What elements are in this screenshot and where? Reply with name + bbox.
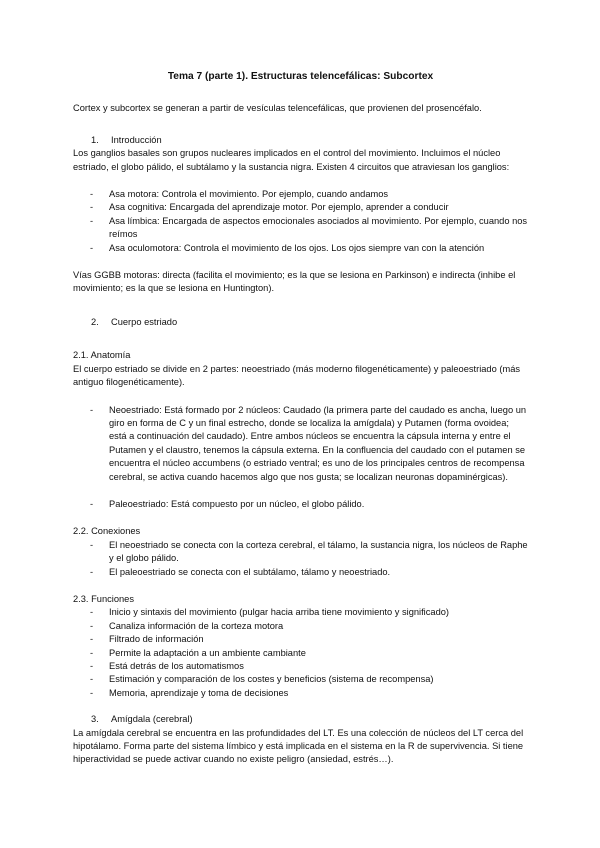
subsection-2-1-heading: 2.1. Anatomía xyxy=(73,350,131,361)
list-item: - Está detrás de los automatismos xyxy=(73,660,528,673)
section-3-title: Amígdala (cerebral) xyxy=(111,714,193,725)
section-3-number: 3. xyxy=(91,714,99,725)
subsection-2-3-heading: 2.3. Funciones xyxy=(73,593,134,604)
circuits-list xyxy=(73,188,528,255)
list-item: - Asa oculomotora: Controla el movimiento de los ojos. Los ojos siempre van con la atención xyxy=(73,242,528,255)
list-item: - Canaliza información de la corteza motora xyxy=(73,620,528,633)
section-1-text: Los ganglios basales son grupos nucleares implicados en el control del movimiento. Incluimos el núcleo estriado, el globo pálido, el subtálamo y la sustancia nigra. Existen 4 circuitos que atraviesan los ganglios: xyxy=(73,148,510,172)
section-2-number: 2. xyxy=(91,316,99,327)
section-3-heading xyxy=(91,713,528,726)
list-item: - Asa motora: Controla el movimiento. Por ejemplo, cuando andamos xyxy=(73,188,528,201)
subsection-2-1-text: El cuerpo estriado se divide en 2 partes: neoestriado (más moderno filogenéticamente) y paleoestriado (más antiguo filogenéticamente). xyxy=(73,363,521,388)
list-item: - Memoria, aprendizaje y toma de decisiones xyxy=(73,687,528,700)
list-item: - El neoestriado se conecta con la corteza cerebral, el tálamo, la sustancia nigra, los núcleos de Raphe y el globo pálido. xyxy=(73,539,528,566)
list-item: - Estimación y comparación de los costes y beneficios (sistema de recompensa) xyxy=(73,673,528,686)
anatomy-list-2 xyxy=(73,498,528,511)
section-1-number: 1. xyxy=(91,134,99,145)
list-item: - Permite la adaptación a un ambiente cambiante xyxy=(73,647,528,660)
section-2-heading xyxy=(91,316,528,329)
list-item: - Paleoestriado: Está compuesto por un núcleo, el globo pálido. xyxy=(73,498,528,511)
document-title: Tema 7 (parte 1). Estructuras telencefálicas: Subcortex xyxy=(167,71,434,82)
vias-paragraph: Vías GGBB motoras: directa (facilita el movimiento; es la que se lesiona en Parkinson) e indirecta (inhibe el movimiento; es la que se lesiona en Huntington). xyxy=(73,270,516,294)
section-1-heading xyxy=(91,134,528,147)
list-item: - Asa límbica: Encargada de aspectos emocionales asociados al movimiento. Por ejemplo, cuando nos reímos xyxy=(73,215,528,242)
section-3-text: La amígdala cerebral se encuentra en las profundidades del LT. Es una colección de núcleos del LT cerca del hipotálamo. Forma parte del sistema límbico y está implicada en el sistema en la R de supervivencia. Si tiene hiperactividad se puede activar cuando no existe peligro (ansiedad, estrés…). xyxy=(73,727,524,765)
list-item: - Filtrado de información xyxy=(73,633,528,646)
section-1-title: Introducción xyxy=(111,134,162,145)
list-item: - Inicio y sintaxis del movimiento (pulgar hacia arriba tiene movimiento y significado) xyxy=(73,606,528,619)
functions-list xyxy=(73,606,528,700)
list-item: - Asa cognitiva: Encargada del aprendizaje motor. Por ejemplo, aprender a conducir xyxy=(73,201,528,214)
anatomy-list xyxy=(73,404,528,484)
list-item: - Neoestriado: Está formado por 2 núcleos: Caudado (la primera parte del caudado es ancha, luego un giro en forma de C y un final estrecho, donde se localiza la amígdala) y Putamen (forma ovoidea; está a continuación del caudado). Entre ambos núcleos se encuentra la cápsula interna y entre el Putamen y el claustro, tenemos la cápsula externa. En la confluencia del caudado con el putamen se encuentra el núcleo accumbens (o estriado ventral; es uno de los principales centros de recompensa cerebral, se activa cuando hacemos algo que nos gusta; se localizan neuronas dopaminérgicas). xyxy=(73,404,528,484)
connections-list xyxy=(73,539,528,579)
section-2-title: Cuerpo estriado xyxy=(111,316,178,327)
subsection-2-2-heading: 2.2. Conexiones xyxy=(73,526,141,537)
list-item: - El paleoestriado se conecta con el subtálamo, tálamo y neoestriado. xyxy=(73,566,528,579)
intro-paragraph: Cortex y subcortex se generan a partir de vesículas telencefálicas, que provienen del prosencéfalo. xyxy=(73,103,482,114)
